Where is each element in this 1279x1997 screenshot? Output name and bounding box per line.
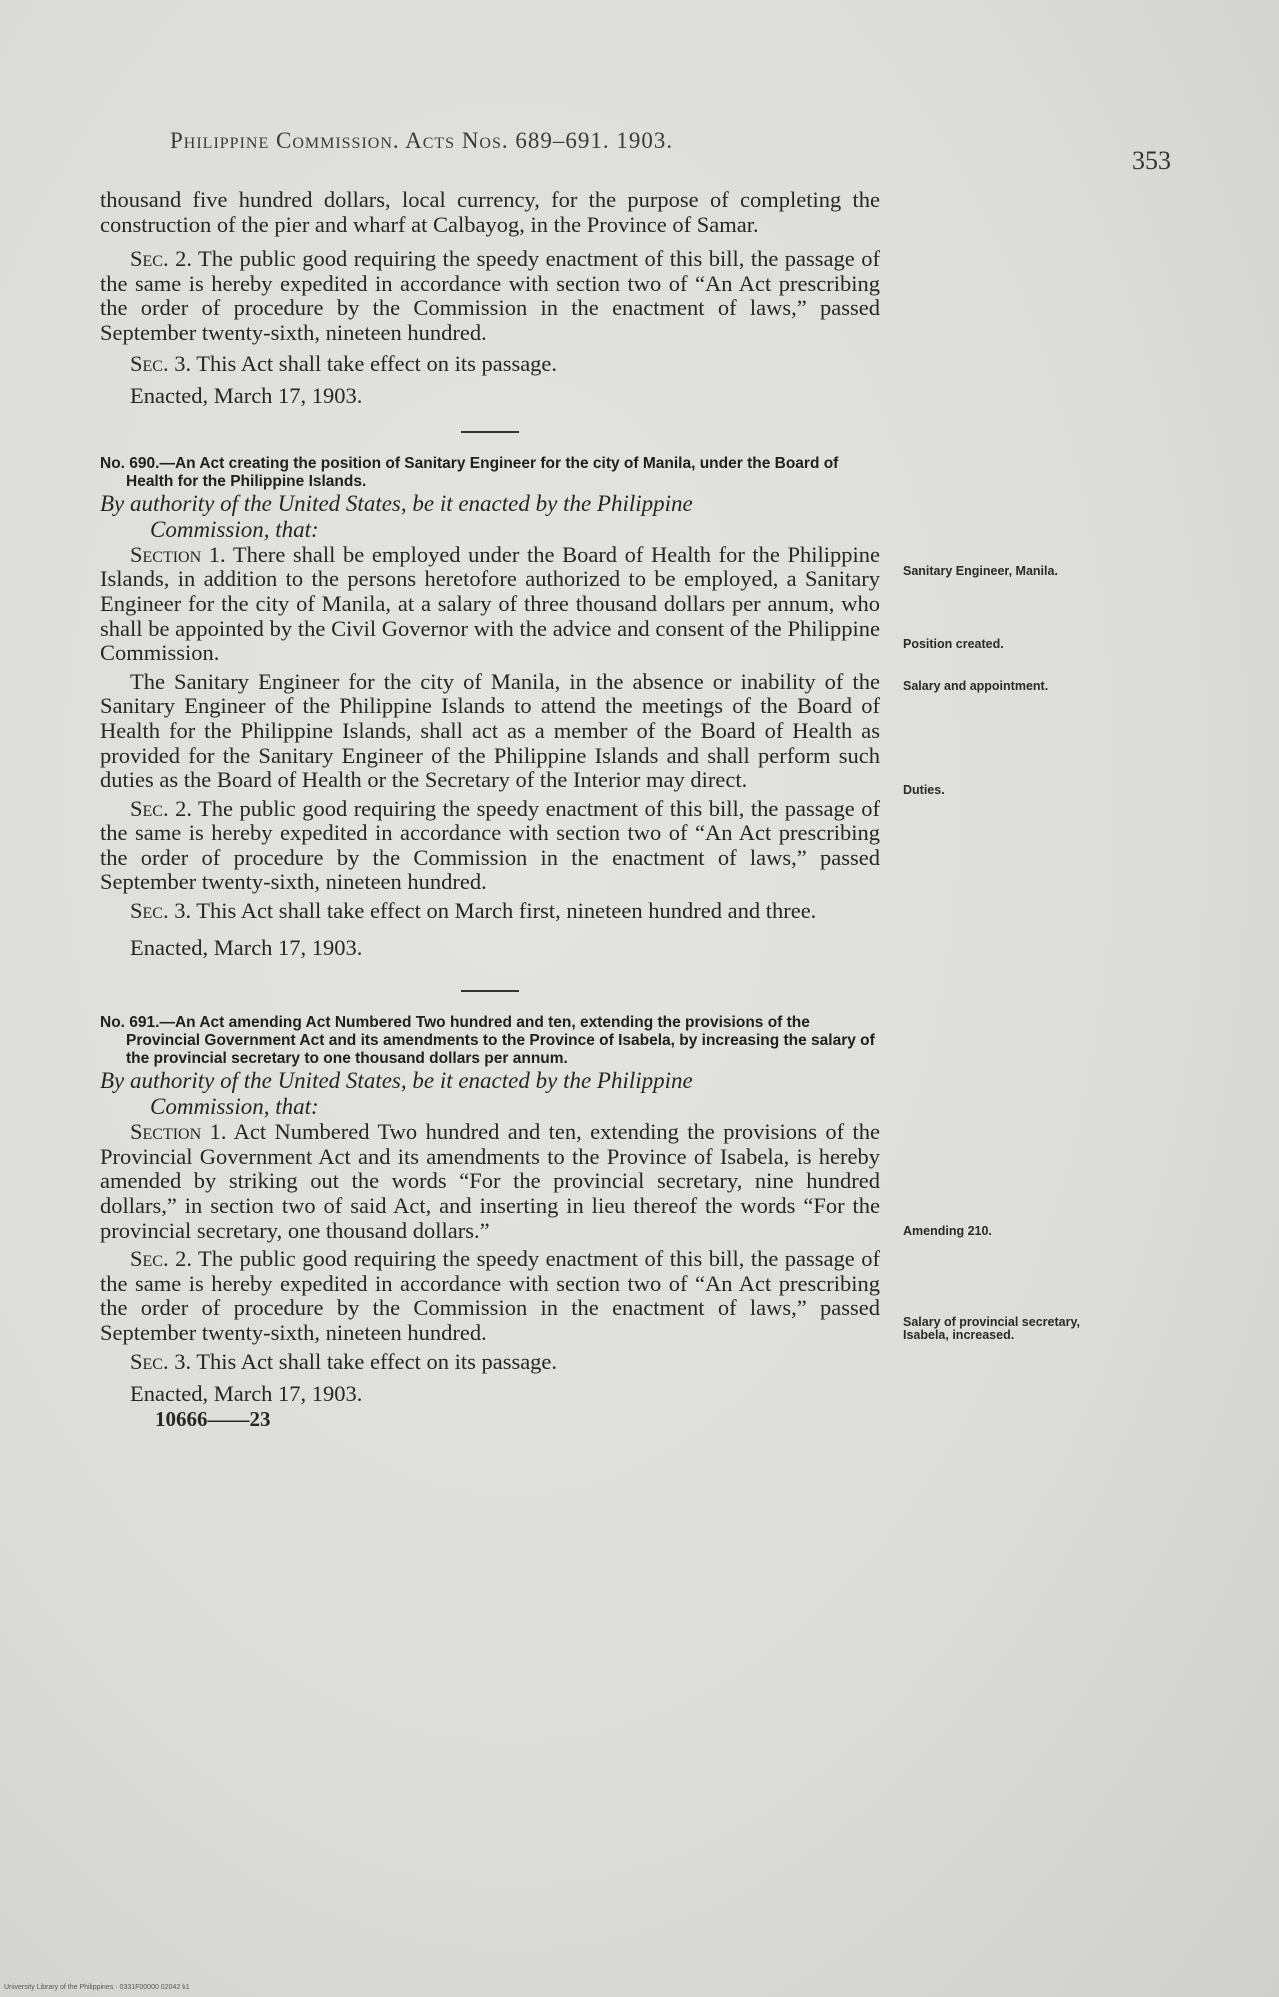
section-label: Sec. 3.	[130, 1348, 192, 1374]
act690-duties-paragraph: The Sanitary Engineer for the city of Manila, in the absence or inability of the Sanitary Engineer of the Philippine Islands to attend the meetings of the Board of Health for the Philippine Islands, shall act as a member of the Board of Health as provided for the Sanitary Engineer of the Philippine Islands and shall perform such duties as the Board of Health or the Secretary of the Interior may direct.	[100, 668, 880, 793]
enacting-line-1: By authority of the United States, be it enacted by the Philippine	[100, 490, 693, 516]
act691-section-3	[100, 1350, 880, 1375]
library-watermark: University Library of the Philippines · 0331F00000 02042 k1	[4, 1984, 190, 1991]
section-text: Act Numbered Two hundred and ten, extending the provisions of the Provincial Government Act and its amendments to the Province of Isabela, is hereby amended by striking out the words “For the provincial secretary, nine hundred dollars,” in section two of said Act, and inserting in lieu thereof the words “For the provincial secretary, one thousand dollars.”	[100, 1119, 881, 1243]
sidenote-amending-210: Amending 210.	[903, 1224, 992, 1238]
section-text: The public good requiring the speedy enactment of this bill, the passage of the same is hereby expedited in accordance with section two of “An Act prescribing the order of procedure by the Commission in the enactment of laws,” passed September twenty-sixth, nineteen hundred.	[100, 1246, 880, 1345]
section-label: Section 1.	[130, 541, 226, 567]
section-text: This Act shall take effect on its passage.	[191, 1348, 558, 1374]
section-label: Sec. 2.	[130, 795, 192, 821]
act689-section-3	[100, 352, 880, 377]
section-label: Sec. 2.	[130, 1246, 192, 1272]
enacting-line-2: Commission, that:	[150, 516, 319, 542]
running-head: Philippine Commission. Acts Nos. 689–691. 1903.	[170, 128, 674, 153]
section-label: Sec. 3.	[130, 898, 192, 924]
section-label: Section 1.	[130, 1119, 227, 1145]
section-text: There shall be employed under the Board of Health for the Philippine Islands, in addition to the persons heretofore authorized to be employed, a Sanitary Engineer for the city of Manila, at a salary of three thousand dollars per annum, who shall be appointed by the Civil Governor with the advice and consent of the Philippine Commission.	[100, 541, 880, 666]
act690-section-1	[100, 543, 880, 666]
sidenote-duties: Duties.	[903, 783, 945, 797]
act690-section-3	[100, 899, 880, 924]
section-label: Sec. 3.	[130, 350, 192, 376]
sidenote-salary-provincial-secretary: Salary of provincial secretary, Isabela, increased.	[903, 1315, 1080, 1342]
act691-title: No. 691.—An Act amending Act Numbered Two hundred and ten, extending the provisions of the Provincial Government Act and its amendments to the Province of Isabela, by increasing the salary of the provincial secretary to one thousand dollars per annum.	[100, 1014, 875, 1068]
act690-enacted: Enacted, March 17, 1903.	[130, 934, 363, 960]
section-text: This Act shall take effect on March first, nineteen hundred and three.	[191, 898, 817, 924]
act691-section-2	[100, 1247, 880, 1345]
act689-enacted: Enacted, March 17, 1903.	[130, 383, 363, 409]
act691-enacting-clause	[100, 1068, 880, 1120]
act691-enacted: Enacted, March 17, 1903.	[130, 1381, 363, 1407]
printer-signature: 10666——23	[155, 1406, 271, 1431]
act691-section-1	[100, 1120, 880, 1243]
act689-paragraph: thousand five hundred dollars, local currency, for the purpose of completing the construction of the pier and wharf at Calbayog, in the Province of Samar.	[100, 187, 880, 237]
page-number: 353	[1132, 146, 1171, 175]
section-text: The public good requiring the speedy enactment of this bill, the passage of the same is hereby expedited in accordance with section two of “An Act prescribing the order of procedure by the Commission in the enactment of laws,” passed September twenty-sixth, nineteen hundred.	[100, 795, 880, 895]
sidenote-position-created: Position created.	[903, 637, 1004, 651]
section-text: This Act shall take effect on its passage.	[191, 350, 558, 376]
enacting-line-2: Commission, that:	[150, 1094, 319, 1120]
section-divider	[461, 990, 519, 992]
act689-section-2	[100, 247, 880, 345]
section-divider	[461, 431, 519, 433]
sidenote-sanitary-engineer: Sanitary Engineer, Manila.	[903, 564, 1058, 578]
section-label: Sec. 2.	[130, 246, 192, 272]
body-text	[100, 188, 880, 1431]
enacting-line-1: By authority of the United States, be it enacted by the Philippine	[100, 1068, 693, 1094]
act690-enacting-clause	[100, 491, 880, 543]
act690-section-2	[100, 797, 880, 895]
sidenote-salary-appointment: Salary and appointment.	[903, 679, 1049, 693]
act690-title: No. 690.—An Act creating the position of Sanitary Engineer for the city of Manila, under the Board of Health for the Philippine Islands.	[100, 454, 839, 490]
section-text: The public good requiring the speedy enactment of this bill, the passage of the same is hereby expedited in accordance with section two of “An Act prescribing the order of procedure by the Commission in the enactment of laws,” passed September twenty-sixth, nineteen hundred.	[100, 246, 880, 345]
